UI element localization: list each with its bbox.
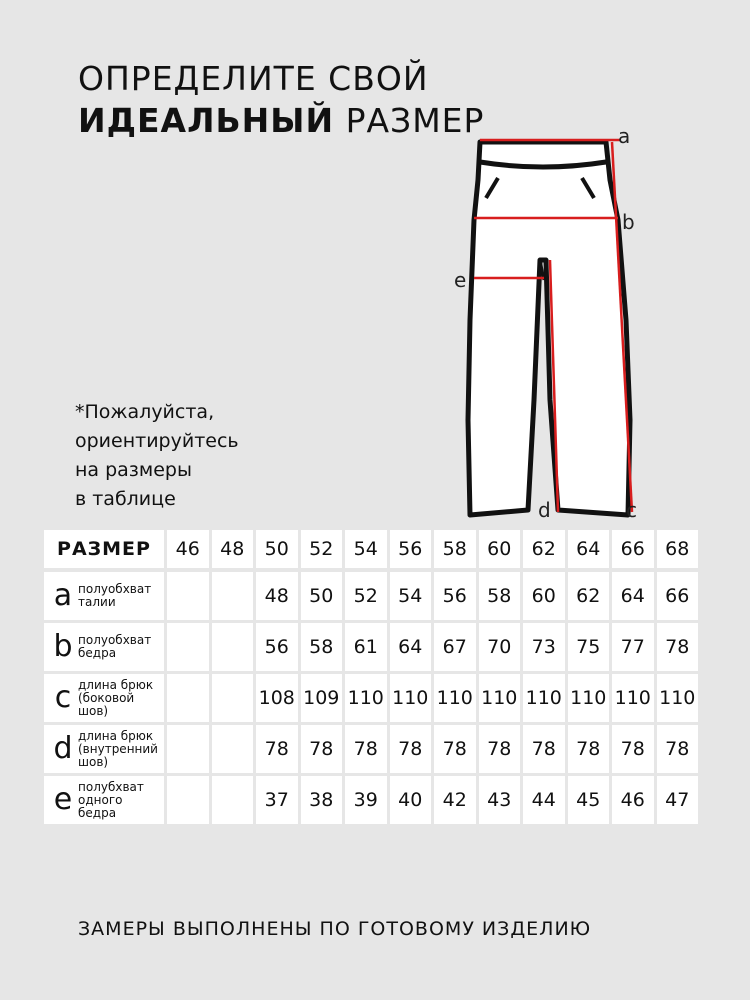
row-description-line: полуобхват — [78, 633, 152, 647]
value-cell — [167, 572, 209, 620]
value-cell: 78 — [479, 725, 521, 773]
size-note — [75, 398, 239, 514]
value-cell — [212, 725, 254, 773]
value-cell: 40 — [390, 776, 432, 824]
value-cell — [212, 674, 254, 722]
row-letter: e — [53, 782, 73, 817]
row-description-line: бедра — [78, 805, 117, 820]
row-description-line: полубхват — [78, 779, 144, 794]
value-cell: 67 — [434, 623, 476, 671]
value-cell: 39 — [345, 776, 387, 824]
value-cell: 58 — [301, 623, 343, 671]
row-description — [78, 730, 158, 769]
row-description-line: (боковой — [78, 690, 135, 705]
header-size-cell: 52 — [301, 530, 343, 568]
value-cell: 45 — [568, 776, 610, 824]
label-c: c — [626, 498, 637, 522]
note-line-3: на размеры — [75, 459, 192, 481]
value-cell: 78 — [523, 725, 565, 773]
header-size-cell: 68 — [657, 530, 699, 568]
header-size-cell: 48 — [212, 530, 254, 568]
row-letter: a — [53, 578, 73, 613]
row-description-line: длина брюк — [78, 677, 154, 692]
row-label — [44, 776, 164, 824]
value-cell: 52 — [345, 572, 387, 620]
value-cell: 64 — [390, 623, 432, 671]
value-cell: 48 — [256, 572, 298, 620]
value-cell: 58 — [479, 572, 521, 620]
value-cell: 110 — [434, 674, 476, 722]
value-cell: 64 — [612, 572, 654, 620]
row-description-line: одного — [78, 792, 123, 807]
value-cell: 56 — [256, 623, 298, 671]
value-cell: 78 — [434, 725, 476, 773]
value-cell: 43 — [479, 776, 521, 824]
value-cell — [167, 725, 209, 773]
row-description — [78, 634, 151, 660]
value-cell — [167, 623, 209, 671]
header-size-cell: 46 — [167, 530, 209, 568]
value-cell: 66 — [657, 572, 699, 620]
row-description-line: талии — [78, 595, 116, 609]
value-cell: 78 — [657, 725, 699, 773]
row-description-line: длина брюк — [78, 728, 154, 743]
value-cell: 50 — [301, 572, 343, 620]
value-cell — [212, 572, 254, 620]
header-size-cell: 66 — [612, 530, 654, 568]
value-cell: 38 — [301, 776, 343, 824]
header-size-label: РАЗМЕР — [44, 530, 164, 568]
header-size-cell: 58 — [434, 530, 476, 568]
value-cell: 109 — [301, 674, 343, 722]
row-letter: d — [53, 731, 73, 766]
note-line-2: ориентируйтесь — [75, 430, 239, 452]
row-description — [78, 679, 153, 718]
value-cell: 70 — [479, 623, 521, 671]
footer-text: ЗАМЕРЫ ВЫПОЛНЕНЫ ПО ГОТОВОМУ ИЗДЕЛИЮ — [78, 918, 592, 940]
label-a: a — [618, 124, 631, 148]
row-description — [78, 583, 151, 609]
header-size-cell: 60 — [479, 530, 521, 568]
row-description-line: шов) — [78, 754, 109, 769]
row-description-line: (внутренний — [78, 741, 158, 756]
value-cell: 37 — [256, 776, 298, 824]
value-cell: 110 — [657, 674, 699, 722]
value-cell — [167, 674, 209, 722]
pants-diagram — [440, 120, 680, 530]
title-bold-word: ИДЕАЛЬНЫЙ — [78, 101, 335, 140]
value-cell: 110 — [345, 674, 387, 722]
note-line-1: *Пожалуйста, — [75, 401, 215, 423]
header-size-cell: 62 — [523, 530, 565, 568]
row-label — [44, 572, 164, 620]
value-cell: 46 — [612, 776, 654, 824]
value-cell — [212, 776, 254, 824]
row-letter: b — [53, 629, 73, 664]
page-title — [78, 58, 484, 142]
value-cell — [167, 776, 209, 824]
value-cell: 110 — [523, 674, 565, 722]
row-label — [44, 623, 164, 671]
label-b: b — [622, 210, 635, 234]
row-description-line: шов) — [78, 703, 109, 718]
note-line-4: в таблице — [75, 488, 176, 510]
value-cell: 78 — [256, 725, 298, 773]
value-cell: 78 — [612, 725, 654, 773]
value-cell — [212, 623, 254, 671]
label-e: e — [454, 268, 467, 292]
value-cell: 62 — [568, 572, 610, 620]
value-cell: 61 — [345, 623, 387, 671]
value-cell: 73 — [523, 623, 565, 671]
pants-outline — [468, 142, 630, 515]
value-cell: 78 — [345, 725, 387, 773]
value-cell: 42 — [434, 776, 476, 824]
pants-illustration — [440, 120, 680, 530]
value-cell: 78 — [568, 725, 610, 773]
value-cell: 75 — [568, 623, 610, 671]
value-cell: 44 — [523, 776, 565, 824]
value-cell: 78 — [657, 623, 699, 671]
value-cell: 110 — [390, 674, 432, 722]
label-d: d — [538, 498, 551, 522]
row-description-line: полуобхват — [78, 582, 152, 596]
value-cell: 60 — [523, 572, 565, 620]
value-cell: 47 — [657, 776, 699, 824]
value-cell: 78 — [301, 725, 343, 773]
title-rest: РАЗМЕР — [334, 101, 485, 140]
header-size-cell: 64 — [568, 530, 610, 568]
value-cell: 77 — [612, 623, 654, 671]
row-label — [44, 725, 164, 773]
value-cell: 110 — [568, 674, 610, 722]
header-size-cell: 56 — [390, 530, 432, 568]
row-letter: c — [54, 680, 72, 715]
title-line-2 — [78, 100, 484, 142]
header-size-cell: 50 — [256, 530, 298, 568]
header-size-cell: 54 — [345, 530, 387, 568]
row-description — [78, 781, 144, 820]
value-cell: 78 — [390, 725, 432, 773]
row-description-line: бедра — [78, 646, 117, 660]
value-cell: 108 — [256, 674, 298, 722]
value-cell: 110 — [612, 674, 654, 722]
title-line-1: ОПРЕДЕЛИТЕ СВОЙ — [78, 59, 429, 98]
row-label — [44, 674, 164, 722]
value-cell: 54 — [390, 572, 432, 620]
value-cell: 56 — [434, 572, 476, 620]
value-cell: 110 — [479, 674, 521, 722]
